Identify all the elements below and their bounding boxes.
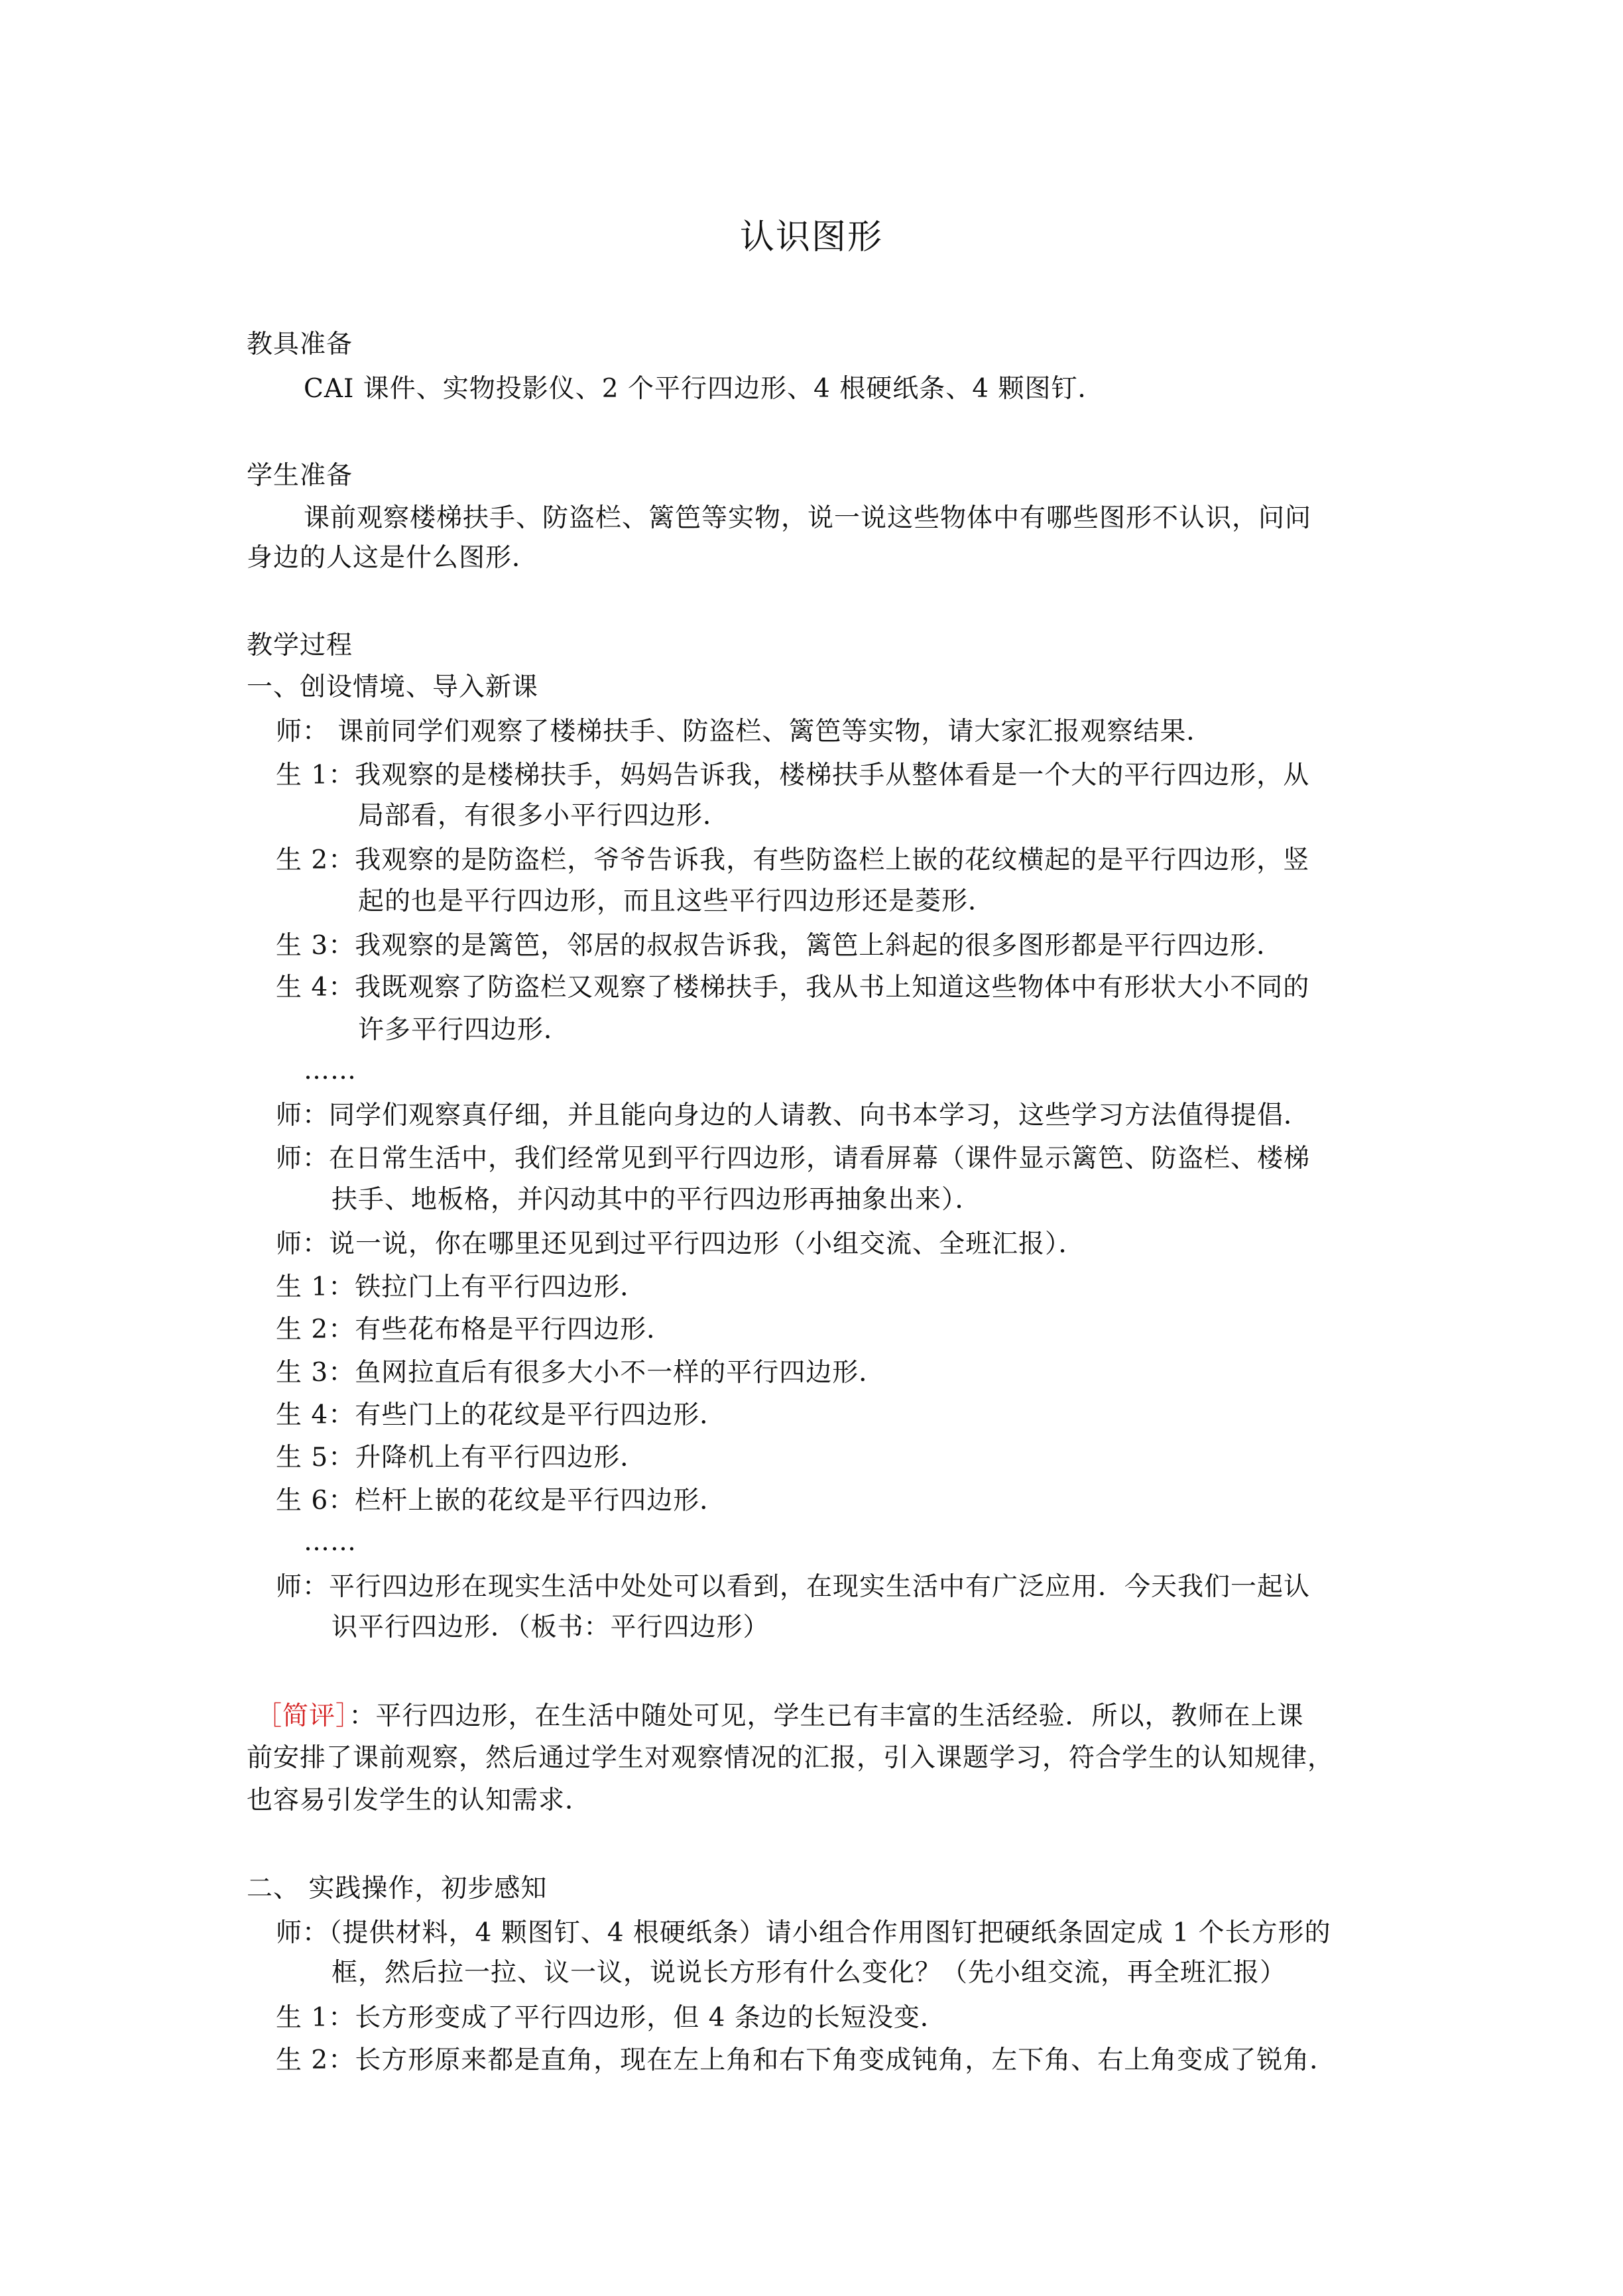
dialogue-line: 生 2：长方形原来都是直角，现在左上角和右下角变成钝角，左下角、右上角变成了锐角． <box>276 2045 1337 2075</box>
dialogue-line: 师： 课前同学们观察了楼梯扶手、防盗栏、篱笆等实物，请大家汇报观察结果． <box>276 717 1213 747</box>
dialogue-line: 生 2：有些花布格是平行四边形． <box>276 1315 674 1345</box>
dialogue-line: 生 2：我观察的是防盗栏，爷爷告诉我，有些防盗栏上嵌的花纹横起的是平行四边形，竖 <box>276 845 1310 875</box>
dialogue-line-continued: 起的也是平行四边形，而且这些平行四边形还是菱形． <box>358 886 995 916</box>
dialogue-line-continued: 局部看，有很多小平行四边形． <box>358 801 730 831</box>
dialogue-line-continued: 识平行四边形．（板书：平行四边形） <box>331 1612 770 1642</box>
section-heading-teaching-process: 教学过程 <box>247 631 353 660</box>
student-prep-line-1: 课前观察楼梯扶手、防盗栏、篱笆等实物，说一说这些物体中有哪些图形不认识，问问 <box>304 503 1312 533</box>
student-prep-line-2: 身边的人这是什么图形． <box>247 543 539 573</box>
section-heading-teaching-aids: 教具准备 <box>247 330 353 359</box>
dialogue-line: 生 5：升降机上有平行四边形． <box>276 1443 647 1473</box>
comment-line-2: 前安排了课前观察，然后通过学生对观察情况的汇报，引入课题学习，符合学生的认知规律， <box>247 1743 1335 1773</box>
dialogue-line: 师：说一说，你在哪里还见到过平行四边形（小组交流、全班汇报）． <box>276 1229 1085 1259</box>
dialogue-line: 生 4：有些门上的花纹是平行四边形． <box>276 1400 727 1430</box>
part-one-heading: 一、创设情境、导入新课 <box>247 672 539 702</box>
teaching-aids-text: CAI 课件、实物投影仪、2 个平行四边形、4 根硬纸条、4 颗图钉． <box>304 374 1105 404</box>
comment-line-3: 也容易引发学生的认知需求． <box>247 1785 592 1815</box>
dialogue-line: 师：（提供材料，4 颗图钉、4 根硬纸条）请小组合作用图钉把硬纸条固定成 1 个长方形的 <box>276 1918 1331 1948</box>
dialogue-line: 生 3：鱼网拉直后有很多大小不一样的平行四边形． <box>276 1358 886 1388</box>
dialogue-line: 生 3：我观察的是篱笆，邻居的叔叔告诉我，篱笆上斜起的很多图形都是平行四边形． <box>276 931 1284 961</box>
ellipsis: …… <box>304 1527 357 1557</box>
part-two-heading: 二、 实践操作，初步感知 <box>247 1874 548 1903</box>
dialogue-line: 师：同学们观察真仔细，并且能向身边的人请教、向书本学习，这些学习方法值得提倡． <box>276 1101 1311 1130</box>
dialogue-line: 师：在日常生活中，我们经常见到平行四边形，请看屏幕（课件显示篱笆、防盗栏、楼梯 <box>276 1144 1311 1174</box>
dialogue-line: 师：平行四边形在现实生活中处处可以看到，在现实生活中有广泛应用．今天我们一起认 <box>276 1572 1311 1602</box>
dialogue-line: 生 1：我观察的是楼梯扶手，妈妈告诉我，楼梯扶手从整体看是一个大的平行四边形，从 <box>276 760 1310 790</box>
dialogue-line: 生 4：我既观察了防盗栏又观察了楼梯扶手，我从书上知道这些物体中有形状大小不同的 <box>276 973 1310 1002</box>
dialogue-line: 生 6：栏杆上嵌的花纹是平行四边形． <box>276 1486 727 1516</box>
section-heading-student-prep: 学生准备 <box>247 461 353 491</box>
dialogue-line: 生 1：铁拉门上有平行四边形． <box>276 1272 647 1302</box>
comment-tag: ［简评］ <box>256 1701 349 1731</box>
dialogue-line: 生 1：长方形变成了平行四边形，但 4 条边的长短没变． <box>276 2003 947 2033</box>
comment-line-1 <box>256 1697 1304 1736</box>
dialogue-line-continued: 扶手、地板格，并闪动其中的平行四边形再抽象出来）． <box>331 1185 982 1215</box>
ellipsis: …… <box>304 1056 357 1085</box>
comment-text: ：平行四边形，在生活中随处可见，学生已有丰富的生活经验．所以，教师在上课 <box>349 1701 1304 1731</box>
page-title: 认识图形 <box>739 217 883 257</box>
dialogue-line-continued: 框，然后拉一拉、议一议，说说长方形有什么变化？（先小组交流，再全班汇报） <box>331 1958 1287 1988</box>
dialogue-line-continued: 许多平行四边形． <box>358 1015 571 1045</box>
